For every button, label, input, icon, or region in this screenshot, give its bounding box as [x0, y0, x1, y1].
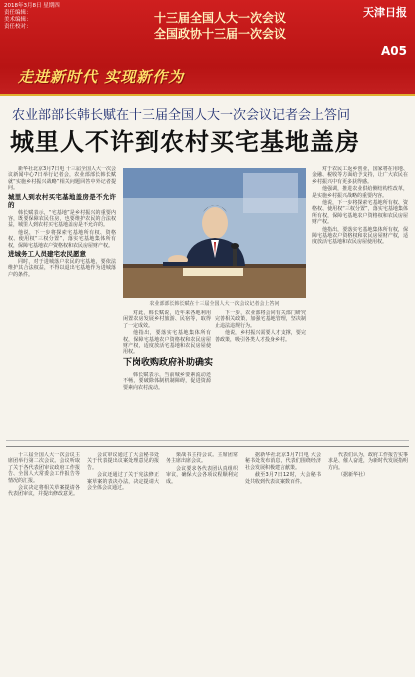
- paragraph: 截至3月7日12时，大会秘书处共收到代表议案数百件。: [245, 472, 321, 485]
- photo-illustration: [123, 168, 306, 298]
- subhead: 城里人到农村买宅基地盖房是不允许的: [8, 192, 116, 209]
- art-editor-line: 美术编辑：: [4, 17, 32, 23]
- subhead: 进城务工人员建宅农民愿意: [8, 250, 86, 259]
- paragraph: 会议还通过了关于宪法修正案草案的表决办法，决定提请大会全体会议通过。: [87, 472, 159, 492]
- mid-column-lower: [123, 372, 211, 438]
- paragraph: 同时，对于进城落户农民的宅基地，要依法维护其合法权益，不得以退出宅基地作为进城落户的条件。: [8, 259, 116, 278]
- paragraph: 据新华社北京3月7日电 大会秘书处发布消息，代表们围绕经济社会发展积极建言献策。: [245, 452, 321, 471]
- editor-line: 责任编辑：: [4, 10, 32, 16]
- paragraph: 栗战书主持会议。主席团常务主席出席会议。: [166, 452, 238, 465]
- photo-caption: 农业部部长韩长赋在十三届全国人大一次会议记者会上答问: [149, 301, 280, 307]
- mid-column-left: [123, 310, 211, 356]
- newspaper-logo: 天津日报: [363, 6, 407, 19]
- issue-date: 2018年3月8日 星期四: [4, 3, 60, 9]
- article-kicker: 农业部部长韩长赋在十三届全国人大一次会议记者会上答问: [12, 108, 351, 123]
- press-photo: [123, 168, 306, 298]
- paragraph: 他说，下一步将探索宅基地所有权、资格权、使用权“三权分置”，落实宅基地集体所有权，保障宅基地农户资格权和农民房屋财产权。: [312, 200, 408, 226]
- masthead-stripe: [0, 94, 415, 96]
- bottom-column-2: [87, 452, 159, 672]
- paragraph: 十三届全国人大一次会议主席团举行第二次会议。会议听取了关于各代表团审议政府工作报告、全国人大常委会工作报告等情况的汇报。: [8, 452, 80, 484]
- paragraph: 代表们认为，政府工作报告实事求是、催人奋进，为新时代发展指明方向。: [328, 452, 408, 471]
- paragraph: （据新华社）: [338, 472, 369, 479]
- paragraph: 会议审议通过了大会秘书处关于代表提出议案处理意见的报告。: [87, 452, 159, 471]
- page-number: A05: [381, 44, 407, 58]
- left-column: [8, 166, 116, 436]
- paragraph: 他说，下一步将探索宅基地所有权、资格权、使用权“三权分置”，落实宅基地集体所有权，保障宅基地农户资格权和农民房屋财产权。: [8, 229, 116, 249]
- paragraph: 新华社北京3月7日电 十三届全国人大一次会议新闻中心7日举行记者会，农业部部长韩长赋就“实施乡村振兴战略”相关问题回答中外记者提问。: [8, 166, 116, 192]
- congress-line-1: 十三届全国人大一次会议: [153, 11, 286, 25]
- bottom-column-1: [8, 452, 80, 672]
- paragraph: 韩长赋表示，当前城乡要素流动还不畅，要破除体制机制障碍，促进资源要素向农村流动。: [123, 372, 211, 391]
- mid-subhead: 下岗收购政府补助确实: [123, 358, 214, 368]
- bottom-column-5: [328, 452, 408, 672]
- paragraph: 对此，韩长赋说，近年来各地利用闲置农房发展乡村旅游、民宿等，取得了一定成效。: [123, 310, 211, 329]
- paragraph: 对于农民工返乡创业，国家将在用地、金融、税收等方面给予支持，让广大农民在乡村振兴中有更多获得感。: [312, 166, 408, 185]
- mid-column-right: [215, 310, 306, 438]
- paragraph: 他指出，要落实宅基地集体所有权，保障宅基地农户资格权和农民房屋财产权，适度放活宅基地和农民房屋使用权。: [312, 226, 408, 246]
- issue-meta: [4, 3, 64, 31]
- paragraph: 他说，乡村振兴需要人才支撑，要完善政策，吸引各类人才投身乡村。: [215, 330, 306, 343]
- paragraph: 会议决定将相关草案提请各代表团审议，并提出修改意见。: [8, 485, 80, 498]
- slogan: 走进新时代 实现新作为: [18, 68, 185, 86]
- congress-line-2: 全国政协十三届一次会议: [153, 27, 286, 41]
- paragraph: 他强调，推进农业供给侧结构性改革，是实施乡村振兴战略的重要内容。: [312, 186, 408, 199]
- proofreader-line: 责任校对：: [4, 24, 32, 30]
- bottom-column-3: [166, 452, 238, 672]
- paragraph: 他指出，要落实宅基地集体所有权，保障宅基地农户资格权和农民房屋财产权，适度放活宅基地和农民房屋使用权。: [123, 330, 211, 356]
- article-headline: 城里人不许到农村买宅基地盖房: [10, 128, 360, 156]
- paragraph: 韩长赋表示，“宅基地”是乡村振兴的重要内容，既要保障农民住房，也要维护农民的合法权益，城里人到农村买宅基地盖房是不允许的。: [8, 209, 116, 229]
- right-column: [312, 166, 408, 438]
- masthead: [0, 0, 415, 96]
- bottom-column-4: [245, 452, 321, 672]
- paragraph: 会议要求各代表团认真组织审议，确保大会各项议程顺利完成。: [166, 465, 238, 485]
- paragraph: 下一步，农业部将会同有关部门研究完善相关政策，加强宅基地管理，坚决制止违法违规行为。: [215, 310, 306, 329]
- section-rule: [6, 440, 409, 441]
- section-divider: [6, 446, 409, 447]
